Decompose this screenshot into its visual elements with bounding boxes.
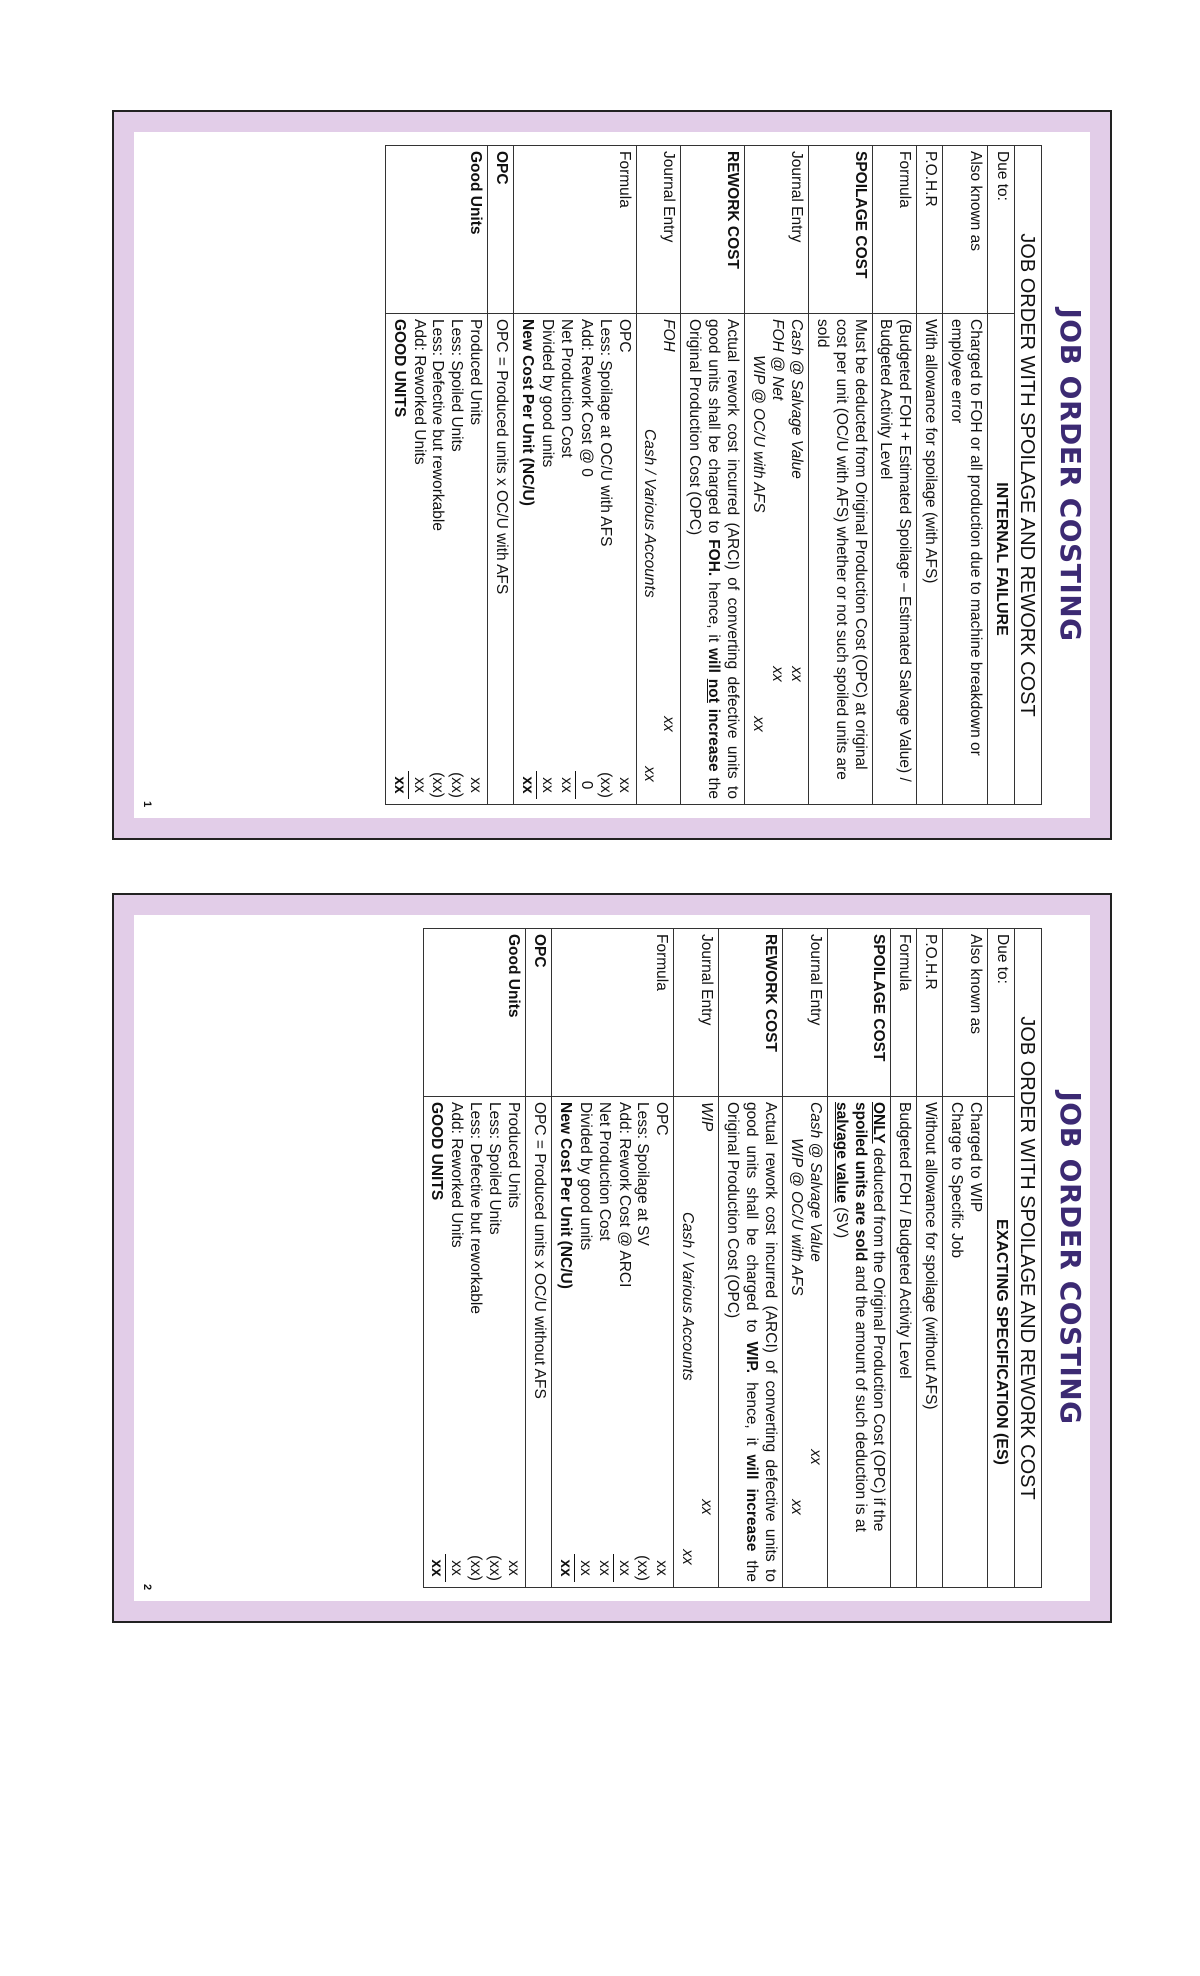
je-line: Cash @ Salvage Value xx — [806, 1102, 824, 1465]
due-to-value: EXACTING SPECIFICATION (ES) — [988, 1097, 1015, 1588]
row-label: SPOILAGE COST — [808, 146, 872, 314]
row-label: P.O.H.R — [917, 146, 943, 314]
due-to-value: INTERNAL FAILURE — [988, 314, 1015, 805]
row-label: Good Units — [423, 929, 526, 1097]
rework-value: Actual rework cost incurred (ARCI) of converting defective units to good units shall be charged to FOH. hence, it will not increase the Original Production Cost (OPC) — [681, 314, 745, 805]
rework-value: Actual rework cost incurred (ARCI) of converting defective units to good units shall be charged to WIP. hence, it will increase the Original Production Cost (OPC) — [719, 1097, 783, 1588]
good-line: Less: Spoiled Units (xx) — [448, 319, 466, 798]
journal-entry-1 — [745, 314, 809, 805]
formula-line: Add: Rework Cost @ 0 0 — [575, 319, 595, 799]
spoilage-value: ONLY deducted from the Original Production Cost (OPC) if the spoiled units are sold and the amount of such deduction is at salvage value (SV) — [827, 1097, 891, 1588]
spoilage-value: Must be deducted from Original Production Cost (OPC) at original cost per unit (OC/U with AFS) whether or not such spoiled units are sold — [808, 314, 872, 805]
row-label: Due to: — [988, 929, 1015, 1097]
formula-line: New Cost Per Unit (NC/U) xx — [556, 1102, 574, 1577]
good-units-lines — [385, 314, 488, 805]
costing-table — [423, 928, 1042, 1588]
good-line: Less: Spoiled Units (xx) — [486, 1102, 504, 1581]
row-label: Also known as — [943, 929, 988, 1097]
row-label: REWORK COST — [681, 146, 745, 314]
journal-entry-1 — [782, 1097, 827, 1588]
row-label: Journal Entry — [636, 146, 681, 314]
opc-value: OPC = Produced units x OC/U without AFS — [526, 1097, 552, 1588]
page-card-2 — [112, 893, 1112, 1623]
row-label: P.O.H.R — [917, 929, 943, 1097]
opc-value: OPC = Produced units x OC/U with AFS — [488, 314, 514, 805]
row-label: Journal Entry — [745, 146, 809, 314]
good-units-lines — [423, 1097, 526, 1588]
row-label: OPC — [488, 146, 514, 314]
page-1-content — [132, 130, 1092, 820]
row-label: Formula — [891, 929, 917, 1097]
formula-line: Net Production Cost xx — [557, 319, 575, 793]
formula-line: Add: Rework Cost @ ARCI xx — [613, 1102, 633, 1582]
good-line: Produced Units xx — [467, 319, 485, 793]
formula-line: Divided by good units xx — [536, 319, 556, 799]
good-line: GOOD UNITS xx — [428, 1102, 446, 1577]
formula-value: (Budgeted FOH + Estimated Spoilage – Estimated Salvage Value) / Budgeted Activity Level — [872, 314, 917, 805]
je-line: FOH xx — [660, 319, 678, 732]
formula-line: OPC xx — [653, 1102, 671, 1576]
formula-lines — [514, 314, 636, 805]
row-label: Due to: — [988, 146, 1015, 314]
formula-lines — [551, 1097, 673, 1588]
good-line: Add: Reworked Units xx — [408, 319, 428, 799]
row-label: Formula — [551, 929, 673, 1097]
formula-line: Less: Spoilage at OC/U with AFS (xx) — [596, 319, 614, 798]
good-line: Less: Defective but reworkable (xx) — [429, 319, 447, 798]
formula-line: Divided by good units xx — [574, 1102, 594, 1582]
page-2-inner — [134, 915, 1090, 1601]
page-1-inner — [134, 132, 1090, 818]
row-label: REWORK COST — [719, 929, 783, 1097]
je-line: WIP @ OC/U with AFS xx — [750, 355, 768, 732]
good-line: Produced Units xx — [505, 1102, 523, 1576]
page-2-content — [132, 913, 1092, 1603]
je-line: Cash @ Salvage Value xx — [787, 319, 805, 682]
row-label: Formula — [872, 146, 917, 314]
formula-line: Net Production Cost xx — [595, 1102, 613, 1576]
row-label: SPOILAGE COST — [827, 929, 891, 1097]
row-label: Journal Entry — [782, 929, 827, 1097]
pohr-value: Without allowance for spoilage (without AFS) — [917, 1097, 943, 1588]
costing-table — [385, 145, 1042, 805]
row-label: Formula — [514, 146, 636, 314]
formula-line: Less: Spoilage at SV (xx) — [634, 1102, 652, 1581]
formula-value: Budgeted FOH / Budgeted Activity Level — [891, 1097, 917, 1588]
pohr-value: With allowance for spoilage (with AFS) — [917, 314, 943, 805]
page-number: 2 — [141, 1583, 154, 1591]
table-title: JOB ORDER WITH SPOILAGE AND REWORK COST — [1014, 146, 1041, 805]
row-label: Also known as — [943, 146, 988, 314]
je-line: Cash / Various Accounts xx — [679, 1212, 697, 1565]
good-line: Add: Reworked Units xx — [445, 1102, 465, 1582]
page-title: JOB ORDER COSTING — [1054, 1091, 1087, 1425]
page-number: 1 — [141, 800, 154, 808]
page-title: JOB ORDER COSTING — [1054, 308, 1087, 642]
table-title: JOB ORDER WITH SPOILAGE AND REWORK COST — [1014, 929, 1041, 1588]
row-label: Journal Entry — [674, 929, 719, 1097]
row-label: Good Units — [385, 146, 488, 314]
good-line: Less: Defective but reworkable (xx) — [467, 1102, 485, 1581]
aka-value: Charged to WIP Charge to Specific Job — [943, 1097, 988, 1588]
journal-entry-2 — [674, 1097, 719, 1588]
row-label: OPC — [526, 929, 552, 1097]
formula-line: New Cost Per Unit (NC/U) xx — [519, 319, 537, 794]
page-card-1 — [112, 110, 1112, 840]
je-line: Cash / Various Accounts xx — [641, 429, 659, 782]
good-line: GOOD UNITS xx — [390, 319, 408, 794]
je-line: WIP xx — [698, 1102, 716, 1515]
je-line: WIP @ OC/U with AFS xx — [787, 1138, 805, 1515]
formula-line: OPC xx — [615, 319, 633, 793]
je-line: FOH @ Net xx — [768, 319, 786, 682]
aka-value: Charged to FOH or all production due to machine breakdown or employee error — [943, 314, 988, 805]
journal-entry-2 — [636, 314, 681, 805]
